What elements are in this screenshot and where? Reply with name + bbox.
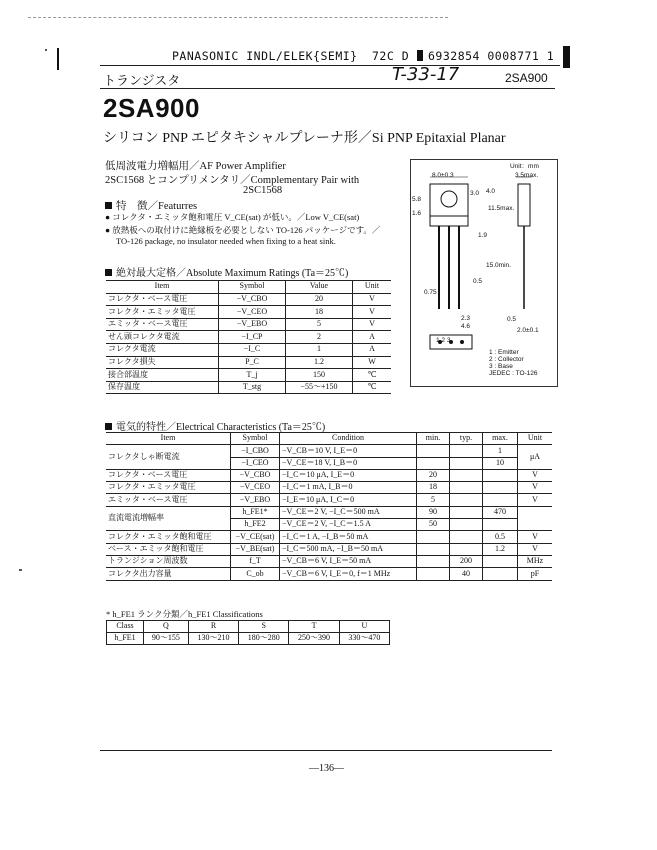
dim-23: 2.3 [461, 315, 471, 322]
pin-3-label: 3 : Base [489, 363, 513, 370]
scan-top-line [28, 17, 448, 19]
range-t: 250～390 [289, 633, 339, 645]
application-line2: 2SC1568 とコンプリメンタリ／Complementary Pair with [105, 175, 360, 186]
subtitle: シリコン PNP エピタキシャルプレーナ形／Si PNP Epitaxial Planar [103, 131, 506, 146]
footer-rule [100, 750, 552, 751]
cell-unit [518, 506, 553, 531]
cell-unit: V [353, 293, 392, 306]
cell-typ [450, 457, 483, 469]
part-number-title: 2SA900 [103, 93, 200, 123]
handwritten-code: T-33-17 [392, 64, 460, 85]
cell-unit: V [518, 482, 553, 494]
abs-max-table [106, 280, 391, 394]
cell-value: 1 [286, 343, 353, 356]
cell-value: 1.2 [286, 356, 353, 369]
cell-condition: −I_C＝1 mA, I_B＝0 [280, 482, 417, 494]
table-row [106, 369, 391, 382]
dim-05: 0.5 [473, 278, 483, 285]
cell-max [483, 555, 518, 567]
application-line3: 2SC1568 [243, 185, 283, 196]
range-u: 330～470 [339, 633, 389, 645]
table-row [106, 381, 391, 394]
cell-typ [450, 519, 483, 531]
dim-height: 11.5max. [488, 205, 515, 212]
part-number-small: 2SA900 [505, 71, 548, 85]
cell-value: −55～+150 [286, 381, 353, 394]
cell-min [417, 543, 450, 555]
unit-label: Unit：mm [510, 163, 539, 170]
class-u: U [339, 621, 389, 633]
cell-symbol: −V_EBO [219, 318, 286, 331]
col-symbol: Symbol [231, 433, 280, 445]
col-unit: Unit [518, 433, 553, 445]
col-condition: Condition [280, 433, 417, 445]
col-unit: Unit [353, 281, 392, 294]
cell-unit: W [353, 356, 392, 369]
cell-max [483, 482, 518, 494]
pin-1-label: 1 : Emitter [489, 349, 519, 356]
cell-min [417, 555, 450, 567]
cell-item: コレクタしゃ断電流 [106, 445, 231, 470]
dim-16: 1.6 [412, 210, 422, 217]
cell-unit: MHz [518, 555, 553, 567]
mounting-hole [441, 191, 457, 207]
cell-typ [450, 506, 483, 518]
dim-thickness: 3.5max. [515, 172, 539, 179]
cell-min: 5 [417, 494, 450, 506]
dim-lead-length: 15.0min. [486, 262, 511, 269]
cell-item: 保存温度 [106, 381, 219, 394]
cell-symbol: f_T [231, 555, 280, 567]
cell-typ [450, 531, 483, 543]
application-line1: 低周波電力増幅用／AF Power Amplifier [105, 161, 286, 172]
package-outline-svg [410, 159, 556, 385]
cell-symbol: C_ob [231, 568, 280, 580]
col-item: Item [106, 281, 219, 294]
header-black-square [417, 50, 423, 61]
dim-19: 1.9 [478, 232, 488, 239]
class-r: R [188, 621, 238, 633]
dim-width: 8.0±0.3 [432, 172, 454, 179]
cell-unit: A [353, 331, 392, 344]
cell-min: 90 [417, 506, 450, 518]
cell-min [417, 445, 450, 457]
cell-min [417, 531, 450, 543]
cell-symbol: −V_CBO [219, 293, 286, 306]
cell-condition: −V_CE＝18 V, I_B＝0 [280, 457, 417, 469]
cell-condition: −V_CB＝10 V, I_E＝0 [280, 445, 417, 457]
side-view-body [518, 184, 530, 226]
table-row [106, 318, 391, 331]
cell-item: 接合部温度 [106, 369, 219, 382]
cell-symbol: −V_EBO [231, 494, 280, 506]
elec-table [106, 432, 552, 581]
cell-max: 0.5 [483, 531, 518, 543]
class-s: S [239, 621, 289, 633]
cell-typ [450, 494, 483, 506]
abs-max-header-row [106, 281, 391, 294]
cell-item: コレクタ損失 [106, 356, 219, 369]
cell-item: コレクタ・エミッタ電圧 [106, 482, 231, 494]
cell-item: せん頭コレクタ電流 [106, 331, 219, 344]
cell-unit: V [518, 469, 553, 481]
range-q: 90～155 [144, 633, 189, 645]
cell-max: 10 [483, 457, 518, 469]
classification-table [106, 620, 390, 645]
cell-max: 470 [483, 506, 518, 518]
cell-unit: V [518, 543, 553, 555]
cell-typ [450, 445, 483, 457]
table-row [106, 543, 552, 555]
cell-value: 20 [286, 293, 353, 306]
cell-symbol: T_j [219, 369, 286, 382]
cell-item: トランジション周波数 [106, 555, 231, 567]
features-heading: 特 徴／Featurres [105, 198, 197, 213]
col-symbol: Symbol [219, 281, 286, 294]
cell-symbol: −V_CEO [219, 306, 286, 319]
col-max: max. [483, 433, 518, 445]
header-code: 72C D [372, 49, 410, 63]
cell-item: コレクタ・エミッタ電圧 [106, 306, 219, 319]
cell-value: 5 [286, 318, 353, 331]
col-typ: typ. [450, 433, 483, 445]
cell-symbol: −V_CE(sat) [231, 531, 280, 543]
cell-unit: ℃ [353, 369, 392, 382]
cell-max: 1.2 [483, 543, 518, 555]
cell-unit: ℃ [353, 381, 392, 394]
table-row [106, 306, 391, 319]
cell-typ: 40 [450, 568, 483, 580]
cell-item: コレクタ・エミッタ飽和電圧 [106, 531, 231, 543]
package-body [430, 184, 468, 226]
right-black-bar [563, 46, 570, 68]
barcode-number: 6932854 0008771 1 [428, 49, 555, 63]
class-row [107, 621, 390, 633]
cell-max [483, 469, 518, 481]
cell-min [417, 457, 450, 469]
dim-46: 4.6 [461, 323, 471, 330]
cell-value: 150 [286, 369, 353, 382]
class-label: Class [107, 621, 144, 633]
class-t: T [289, 621, 339, 633]
cell-condition: −I_C＝1 A, −I_B＝50 mA [280, 531, 417, 543]
scan-speck [19, 569, 22, 571]
col-value: Value [286, 281, 353, 294]
dim-05b: 0.5 [507, 316, 517, 323]
cell-item: コレクタ・ベース電圧 [106, 293, 219, 306]
pin-2-label: 2 : Collector [489, 356, 524, 363]
elec-header-row [106, 433, 552, 445]
table-row [106, 331, 391, 344]
cell-min: 50 [417, 519, 450, 531]
dim-58: 5.8 [412, 196, 422, 203]
hfe-label: h_FE1 [107, 633, 144, 645]
table-row [106, 494, 552, 506]
header-divider [100, 65, 560, 66]
cell-condition: −I_E＝10 μA, I_C＝0 [280, 494, 417, 506]
left-margin-mark [57, 48, 59, 70]
cell-item: エミッタ・ベース電圧 [106, 494, 231, 506]
cell-symbol: −V_CEO [231, 482, 280, 494]
cell-max [483, 494, 518, 506]
cell-unit: μA [518, 445, 553, 470]
cell-symbol: P_C [219, 356, 286, 369]
cell-item: コレクタ電流 [106, 343, 219, 356]
cell-symbol: −I_CBO [231, 445, 280, 457]
cell-symbol: −V_BE(sat) [231, 543, 280, 555]
cell-value: 2 [286, 331, 353, 344]
table-row [106, 445, 552, 457]
feature-2: ● 放熱板への取付けに絶縁板を必要としない TO-126 パッケージです。／ [105, 225, 381, 235]
cell-unit: V [518, 531, 553, 543]
table-row [106, 293, 391, 306]
table-row [106, 555, 552, 567]
cell-item: コレクタ出力容量 [106, 568, 231, 580]
jedec-label: JEDEC : TO-126 [489, 370, 538, 377]
cell-item: コレクタ・ベース電圧 [106, 469, 231, 481]
cell-condition: −V_CB＝6 V, I_E＝0, f＝1 MHz [280, 568, 417, 580]
category-underline [100, 88, 555, 89]
cell-condition: −I_C＝500 mA, −I_B＝50 mA [280, 543, 417, 555]
table-row [106, 356, 391, 369]
cell-condition: −V_CE＝2 V, −I_C＝500 mA [280, 506, 417, 518]
feature-2b: TO-126 package, no insulator needed when fixing to a heat sink. [116, 236, 336, 246]
table-row [106, 343, 391, 356]
bottom-pin-3 [460, 340, 464, 344]
cell-symbol: −I_CP [219, 331, 286, 344]
cell-symbol: −I_CEO [231, 457, 280, 469]
table-row [106, 531, 552, 543]
table-row [106, 482, 552, 494]
feature-1: ● コレクタ・エミッタ飽和電圧 V_CE(sat) が低い。／Low V_CE(sat) [105, 212, 360, 222]
page-number: —136— [309, 763, 344, 774]
hfe-range-row [107, 633, 390, 645]
cell-min: 18 [417, 482, 450, 494]
cell-condition: −V_CE＝2 V, −I_C＝1.5 A [280, 519, 417, 531]
dim-hole: 3.0 [470, 190, 480, 197]
cell-value: 18 [286, 306, 353, 319]
col-item: Item [106, 433, 231, 445]
cell-unit: V [518, 494, 553, 506]
cell-condition: −V_CB＝6 V, I_E＝50 mA [280, 555, 417, 567]
class-q: Q [144, 621, 189, 633]
cell-min: 20 [417, 469, 450, 481]
cell-max: 1 [483, 445, 518, 457]
cell-symbol: T_stg [219, 381, 286, 394]
scan-speck [45, 49, 47, 51]
classification-heading: * h_FE1 ランク分類／h_FE1 Classifications [106, 609, 263, 619]
cell-condition: −I_C＝10 μA, I_E＝0 [280, 469, 417, 481]
cell-symbol: −I_C [219, 343, 286, 356]
cell-symbol: h_FE2 [231, 519, 280, 531]
cell-unit: V [353, 318, 392, 331]
abs-max-heading: 絶対最大定格／Absolute Maximum Ratings (Ta＝25℃) [105, 264, 348, 279]
dim-40: 4.0 [486, 188, 496, 195]
elec-heading: 電気的特性／Electrical Characteristics (Ta＝25℃) [105, 418, 325, 433]
cell-unit: pF [518, 568, 553, 580]
cell-item: 直流電流増幅率 [106, 506, 231, 531]
cell-unit: V [353, 306, 392, 319]
dim-075: 0.75 [424, 289, 437, 296]
cell-max [483, 568, 518, 580]
cell-max [483, 519, 518, 531]
range-r: 130～210 [188, 633, 238, 645]
cell-typ: 200 [450, 555, 483, 567]
col-min: min. [417, 433, 450, 445]
cell-min [417, 568, 450, 580]
cell-typ [450, 482, 483, 494]
table-row [106, 506, 552, 518]
cell-item: エミッタ・ベース電圧 [106, 318, 219, 331]
category-label: トランジスタ [103, 73, 181, 88]
table-row [106, 469, 552, 481]
cell-typ [450, 543, 483, 555]
company-line: PANASONIC INDL/ELEK{SEMI} [172, 49, 358, 63]
cell-symbol: h_FE1* [231, 506, 280, 518]
cell-typ [450, 469, 483, 481]
cell-unit: A [353, 343, 392, 356]
range-s: 180～280 [239, 633, 289, 645]
table-row [106, 568, 552, 580]
pin-numbers: 1 2 3 [436, 337, 451, 344]
cell-symbol: −V_CBO [231, 469, 280, 481]
cell-item: ベース・エミッタ飽和電圧 [106, 543, 231, 555]
dim-20: 2.0±0.1 [517, 327, 539, 334]
